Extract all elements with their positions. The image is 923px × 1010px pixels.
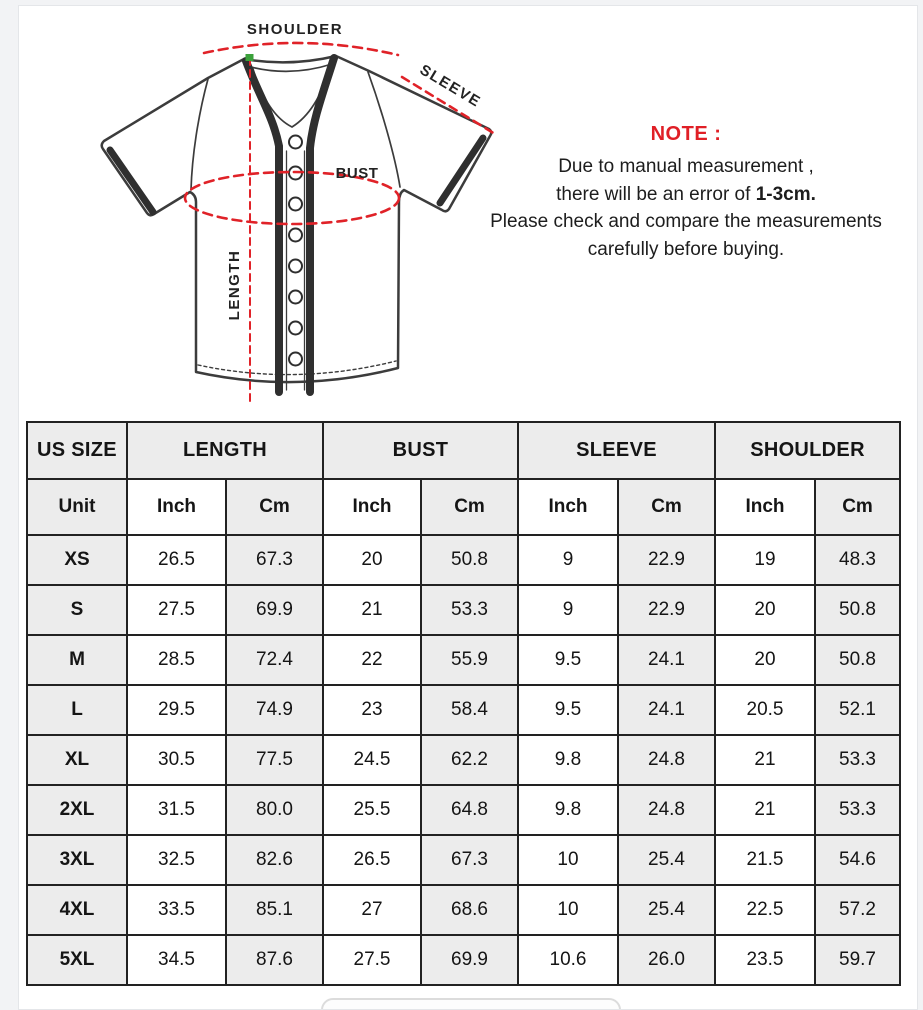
size-cell: 4XL (27, 885, 127, 935)
value-cell: 22 (323, 635, 421, 685)
value-cell: 9 (518, 585, 618, 635)
size-cell: 2XL (27, 785, 127, 835)
shoulder-label: SHOULDER (246, 21, 344, 38)
value-cell: 31.5 (127, 785, 226, 835)
value-cell: 52.1 (815, 685, 900, 735)
value-cell: 24.8 (618, 785, 715, 835)
value-cell: 53.3 (815, 785, 900, 835)
table-row-2xl (27, 785, 900, 835)
value-cell: 21 (715, 735, 815, 785)
value-cell: 20 (715, 635, 815, 685)
value-cell: 57.2 (815, 885, 900, 935)
value-cell: 28.5 (127, 635, 226, 685)
value-cell: 22.9 (618, 535, 715, 585)
table-row-3xl (27, 835, 900, 885)
partial-button-cutoff[interactable] (321, 998, 621, 1010)
value-cell: 68.6 (421, 885, 518, 935)
value-cell: 53.3 (815, 735, 900, 785)
value-cell: 27.5 (127, 585, 226, 635)
note-line-3: Please check and compare the measurements (490, 211, 882, 232)
table-unit-header-row (27, 479, 900, 535)
col-header-shoulder: SHOULDER (715, 422, 900, 479)
unit-header: Inch (127, 479, 226, 535)
size-chart-table (26, 421, 901, 986)
size-cell: M (27, 635, 127, 685)
jersey-measurement-diagram (19, 6, 918, 416)
value-cell: 25.4 (618, 885, 715, 935)
value-cell: 10.6 (518, 935, 618, 985)
value-cell: 20 (715, 585, 815, 635)
value-cell: 55.9 (421, 635, 518, 685)
value-cell: 27 (323, 885, 421, 935)
size-cell: XS (27, 535, 127, 585)
unit-header: Cm (618, 479, 715, 535)
table-row-5xl (27, 935, 900, 985)
table-row-4xl (27, 885, 900, 935)
table-row-m (27, 635, 900, 685)
measurement-note (451, 123, 918, 263)
value-cell: 10 (518, 835, 618, 885)
table-row-s (27, 585, 900, 635)
value-cell: 34.5 (127, 935, 226, 985)
value-cell: 50.8 (815, 585, 900, 635)
value-cell: 23.5 (715, 935, 815, 985)
table-row-l (27, 685, 900, 735)
value-cell: 25.5 (323, 785, 421, 835)
value-cell: 9.5 (518, 685, 618, 735)
note-line-4: carefully before buying. (587, 238, 785, 260)
value-cell: 67.3 (421, 835, 518, 885)
size-cell: S (27, 585, 127, 635)
value-cell: 67.3 (226, 535, 323, 585)
note-line-1: Due to manual measurement , (558, 156, 814, 177)
unit-header: Inch (323, 479, 421, 535)
value-cell: 24.1 (618, 635, 715, 685)
value-cell: 87.6 (226, 935, 323, 985)
value-cell: 69.9 (421, 935, 518, 985)
value-cell: 23 (323, 685, 421, 735)
size-cell: XL (27, 735, 127, 785)
note-title: NOTE : (650, 123, 722, 145)
unit-header: Cm (815, 479, 900, 535)
col-header-length: LENGTH (127, 422, 323, 479)
table-row-xs (27, 535, 900, 585)
value-cell: 21 (323, 585, 421, 635)
value-cell: 72.4 (226, 635, 323, 685)
value-cell: 53.3 (421, 585, 518, 635)
size-cell: L (27, 685, 127, 735)
value-cell: 50.8 (421, 535, 518, 585)
col-header-bust: BUST (323, 422, 518, 479)
value-cell: 24.5 (323, 735, 421, 785)
value-cell: 54.6 (815, 835, 900, 885)
value-cell: 80.0 (226, 785, 323, 835)
unit-header: Inch (715, 479, 815, 535)
value-cell: 62.2 (421, 735, 518, 785)
length-start-marker (246, 54, 254, 61)
value-cell: 69.9 (226, 585, 323, 635)
value-cell: 82.6 (226, 835, 323, 885)
value-cell: 9.8 (518, 735, 618, 785)
table-group-header-row (27, 422, 900, 479)
value-cell: 74.9 (226, 685, 323, 735)
bust-label: BUST (335, 165, 379, 182)
value-cell: 27.5 (323, 935, 421, 985)
value-cell: 59.7 (815, 935, 900, 985)
size-cell: 5XL (27, 935, 127, 985)
value-cell: 33.5 (127, 885, 226, 935)
note-line-2 (451, 181, 918, 209)
value-cell: 25.4 (618, 835, 715, 885)
table-row-xl (27, 735, 900, 785)
value-cell: 21.5 (715, 835, 815, 885)
unit-header: Cm (421, 479, 518, 535)
value-cell: 9.8 (518, 785, 618, 835)
col-header-us-size: US SIZE (27, 422, 127, 479)
col-header-sleeve: SLEEVE (518, 422, 715, 479)
value-cell: 19 (715, 535, 815, 585)
note-line-2-bold: 1-3cm. (755, 183, 816, 205)
value-cell: 50.8 (815, 635, 900, 685)
value-cell: 29.5 (127, 685, 226, 735)
value-cell: 24.1 (618, 685, 715, 735)
value-cell: 20 (323, 535, 421, 585)
value-cell: 77.5 (226, 735, 323, 785)
value-cell: 26.5 (127, 535, 226, 585)
value-cell: 64.8 (421, 785, 518, 835)
value-cell: 32.5 (127, 835, 226, 885)
value-cell: 9.5 (518, 635, 618, 685)
value-cell: 48.3 (815, 535, 900, 585)
size-chart-card (18, 5, 918, 1010)
value-cell: 20.5 (715, 685, 815, 735)
value-cell: 26.5 (323, 835, 421, 885)
value-cell: 24.8 (618, 735, 715, 785)
length-label: LENGTH (226, 249, 243, 321)
value-cell: 21 (715, 785, 815, 835)
value-cell: 22.9 (618, 585, 715, 635)
value-cell: 9 (518, 535, 618, 585)
value-cell: 58.4 (421, 685, 518, 735)
unit-header: Inch (518, 479, 618, 535)
sleeve-label: SLEEVE (416, 61, 484, 111)
shoulder-measure-arc (204, 43, 398, 55)
value-cell: 30.5 (127, 735, 226, 785)
value-cell: 26.0 (618, 935, 715, 985)
value-cell: 10 (518, 885, 618, 935)
value-cell: 85.1 (226, 885, 323, 935)
note-line-2-text: there will be an error of (556, 183, 756, 205)
unit-label-cell: Unit (27, 479, 127, 535)
value-cell: 22.5 (715, 885, 815, 935)
unit-header: Cm (226, 479, 323, 535)
size-cell: 3XL (27, 835, 127, 885)
